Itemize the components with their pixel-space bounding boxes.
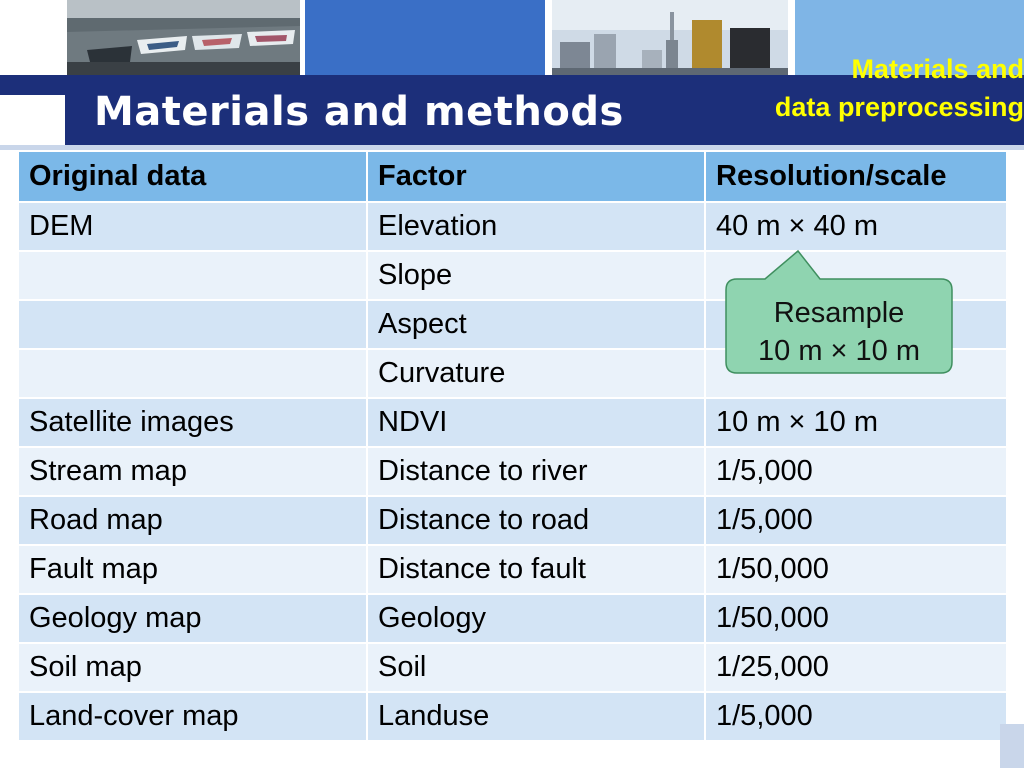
table-row [18,545,1007,594]
cell-factor: Aspect [367,300,705,349]
resample-callout [725,278,953,374]
cell-factor: Soil [367,643,705,692]
callout-text [725,294,953,370]
title-notch [0,95,65,150]
cell-resolution: 10 m × 10 m [705,398,1007,447]
cell-resolution: 1/50,000 [705,594,1007,643]
table-row [18,692,1007,741]
callout-line1: Resample [773,297,905,329]
cell-resolution: 1/5,000 [705,496,1007,545]
table-header-row [18,151,1007,202]
header-resolution: Resolution/scale [705,151,1007,202]
header-factor: Factor [367,151,705,202]
table-row [18,643,1007,692]
cell-resolution: 1/50,000 [705,545,1007,594]
header-original-data: Original data [18,151,367,202]
section-label [700,50,1024,126]
section-label-line2: data preprocessing [774,92,1024,122]
cell-resolution: 1/5,000 [705,692,1007,741]
cell-original-data [18,300,367,349]
cell-original-data: Stream map [18,447,367,496]
table-row [18,496,1007,545]
harbor-boats-photo [67,0,300,75]
cell-resolution: 1/5,000 [705,447,1007,496]
table-row [18,594,1007,643]
cell-factor: Distance to river [367,447,705,496]
cell-factor: Distance to road [367,496,705,545]
cell-original-data: Soil map [18,643,367,692]
cell-factor: Elevation [367,202,705,251]
cell-factor: Distance to fault [367,545,705,594]
cell-resolution: 1/25,000 [705,643,1007,692]
table-row [18,398,1007,447]
header-blue-block [305,0,545,75]
cell-original-data: DEM [18,202,367,251]
cell-original-data: Satellite images [18,398,367,447]
corner-decoration [1000,724,1024,768]
callout-line2: 10 m × 10 m [758,335,920,367]
table-row [18,447,1007,496]
cell-original-data: Fault map [18,545,367,594]
section-label-line1: Materials and [851,54,1024,84]
table-row [18,202,1007,251]
cell-original-data [18,349,367,398]
cell-resolution: 40 m × 40 m [705,202,1007,251]
cell-factor: NDVI [367,398,705,447]
cell-factor: Curvature [367,349,705,398]
slide-title: Materials and methods [94,89,624,135]
data-source-table [17,150,1008,742]
cell-original-data: Road map [18,496,367,545]
cell-factor: Landuse [367,692,705,741]
cell-original-data [18,251,367,300]
cell-factor: Slope [367,251,705,300]
cell-factor: Geology [367,594,705,643]
cell-original-data: Geology map [18,594,367,643]
cell-original-data: Land-cover map [18,692,367,741]
